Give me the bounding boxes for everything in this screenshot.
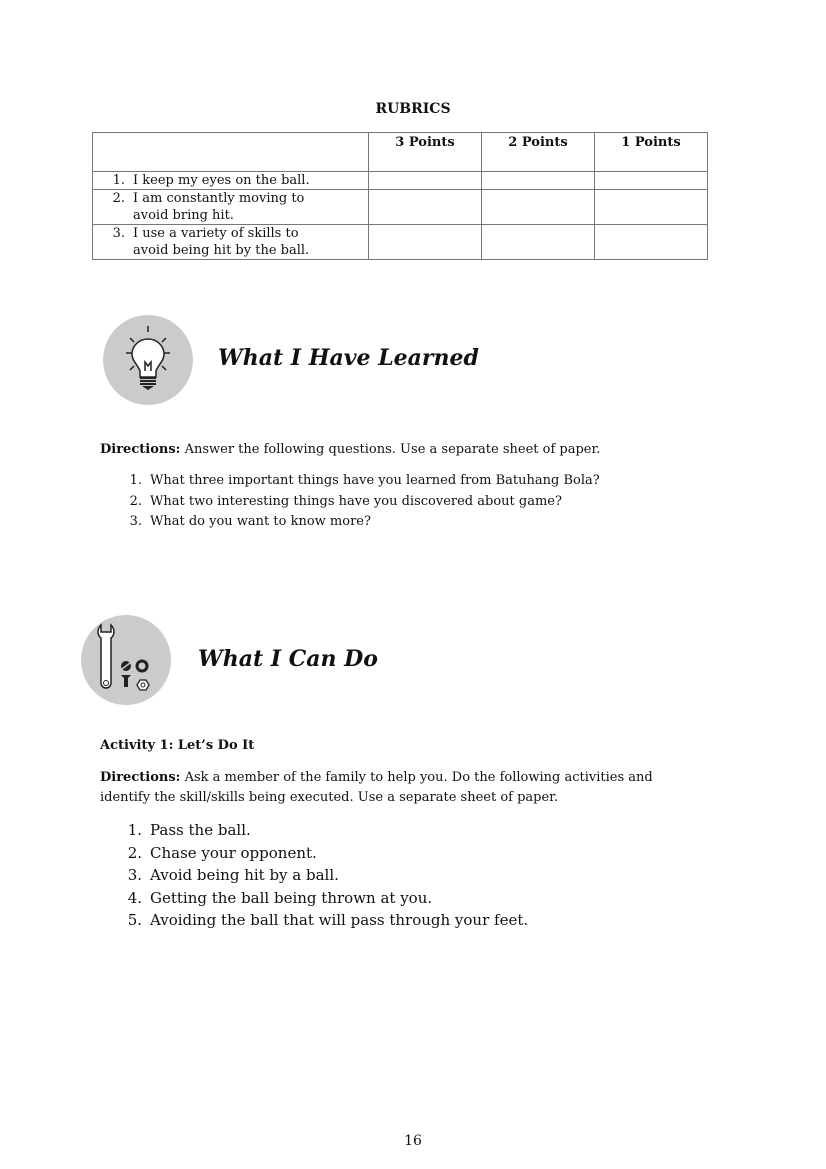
directions-text: Answer the following questions. Use a separate sheet of paper. [180, 442, 601, 457]
criterion-text-cont: avoid being hit by the ball. [133, 243, 310, 258]
list-item: 3. Avoid being hit by a ball. [127, 866, 339, 885]
header-criteria [93, 133, 369, 172]
score-cell[interactable] [482, 172, 595, 190]
list-item: 4. Getting the ball being thrown at you. [127, 888, 433, 907]
criterion-number: 1. [112, 173, 125, 188]
criterion-text-cont: avoid bring hit. [133, 208, 234, 223]
table-row [93, 172, 708, 190]
score-cell[interactable] [369, 225, 482, 260]
can-do-directions [100, 768, 653, 808]
list-item: 5. Avoiding the ball that will pass through your feet. [127, 911, 529, 930]
activity-title: Activity 1: Let’s Do It [100, 738, 255, 753]
table-row [93, 190, 708, 225]
criterion-text: I use a variety of skills to [133, 226, 299, 241]
learned-questions [118, 471, 600, 533]
score-cell[interactable] [595, 190, 708, 225]
activity-list [118, 819, 528, 932]
score-cell[interactable] [595, 172, 708, 190]
criterion-text: I keep my eyes on the ball. [133, 173, 310, 188]
score-cell[interactable] [482, 190, 595, 225]
criterion [93, 172, 369, 190]
criterion [93, 225, 369, 260]
score-cell[interactable] [595, 225, 708, 260]
list-item: 3. What do you want to know more? [129, 514, 371, 529]
criterion [93, 190, 369, 225]
directions-label: Directions: [100, 442, 181, 457]
list-item: 2. Chase your opponent. [127, 843, 317, 862]
score-cell[interactable] [369, 190, 482, 225]
score-cell[interactable] [482, 225, 595, 260]
section-heading-learned: What I Have Learned [218, 345, 479, 371]
header-3-points: 3 Points [369, 133, 482, 172]
list-item: 1. What three important things have you learned from Batuhang Bola? [129, 473, 600, 488]
table-header-row [93, 133, 708, 172]
directions-label: Directions: [100, 770, 181, 785]
criterion-number: 3. [112, 226, 125, 241]
learned-directions [100, 442, 600, 457]
header-2-points: 2 Points [482, 133, 595, 172]
header-1-points: 1 Points [595, 133, 708, 172]
directions-text: Ask a member of the family to help you. Do the following activities and [180, 770, 653, 785]
section-heading-can-do: What I Can Do [198, 646, 378, 672]
criterion-text: I am constantly moving to [133, 191, 305, 206]
criterion-number: 2. [112, 191, 125, 206]
rubrics-title: RUBRICS [375, 101, 451, 117]
score-cell[interactable] [369, 172, 482, 190]
table-row [93, 225, 708, 260]
list-item: 1. Pass the ball. [127, 821, 251, 839]
list-item: 2. What two interesting things have you discovered about game? [129, 493, 562, 509]
wrench-tools-icon [81, 615, 171, 705]
page-number: 16 [404, 1133, 422, 1149]
directions-text-cont: identify the skill/skills being executed. Use a separate sheet of paper. [100, 790, 559, 805]
rubrics-table [92, 132, 708, 260]
lightbulb-icon [103, 315, 193, 405]
